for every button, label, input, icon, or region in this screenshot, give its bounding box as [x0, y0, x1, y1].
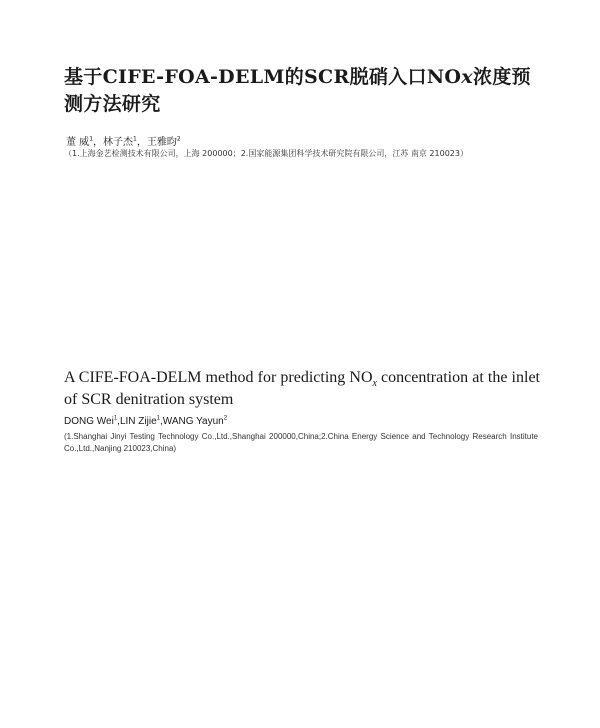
- author-separator: ,: [159, 416, 163, 427]
- author-separator: ，: [136, 137, 147, 148]
- author-3-en: WANG Yayun: [162, 416, 224, 427]
- author-separator: ，: [93, 137, 104, 148]
- english-title: [64, 367, 540, 411]
- english-affiliation: (1.Shanghai Jinyi Testing Technology Co.,Ltd.,Shanghai 200000,China;2.China Energy Science and Technology Research Institute Co.,Ltd.,Nanjing 210023,China): [64, 432, 538, 453]
- english-authors: [64, 416, 227, 427]
- chinese-authors: [66, 133, 181, 148]
- author-3-cn: 王雅昀: [146, 137, 177, 148]
- english-title-part1: A CIFE-FOA-DELM method for predicting NO: [64, 369, 373, 386]
- author-1-cn: 董 威: [66, 137, 90, 148]
- english-title-part2: concentration at the inlet of SCR denitration system: [64, 369, 540, 408]
- author-2-cn-affil-mark: 1: [133, 135, 137, 143]
- chinese-title-part2: 浓度预测方法研究: [64, 66, 531, 115]
- chinese-title-part1: 基于CIFE-FOA-DELM的SCR脱硝入口NO: [64, 66, 462, 88]
- author-2-en: LIN Zijie: [119, 416, 157, 427]
- author-3-en-affil-mark: 2: [223, 415, 228, 422]
- author-1-en-affil-mark: 1: [113, 415, 118, 422]
- author-3-cn-affil-mark: 2: [176, 135, 181, 143]
- author-2-en-affil-mark: 1: [156, 415, 160, 422]
- author-1-en: DONG Wei: [64, 416, 114, 427]
- english-title-subscript: x: [372, 378, 377, 390]
- chinese-affiliation: （1.上海金艺检测技术有限公司，上海 200000；2.国家能源集团科学技术研究院有限公司，江苏 南京 210023）: [64, 149, 468, 158]
- author-1-cn-affil-mark: 1: [89, 135, 94, 143]
- author-2-cn: 林子杰: [103, 137, 134, 148]
- chinese-title: [64, 64, 544, 118]
- chinese-title-x: x: [461, 66, 473, 88]
- author-separator: ,: [117, 416, 120, 427]
